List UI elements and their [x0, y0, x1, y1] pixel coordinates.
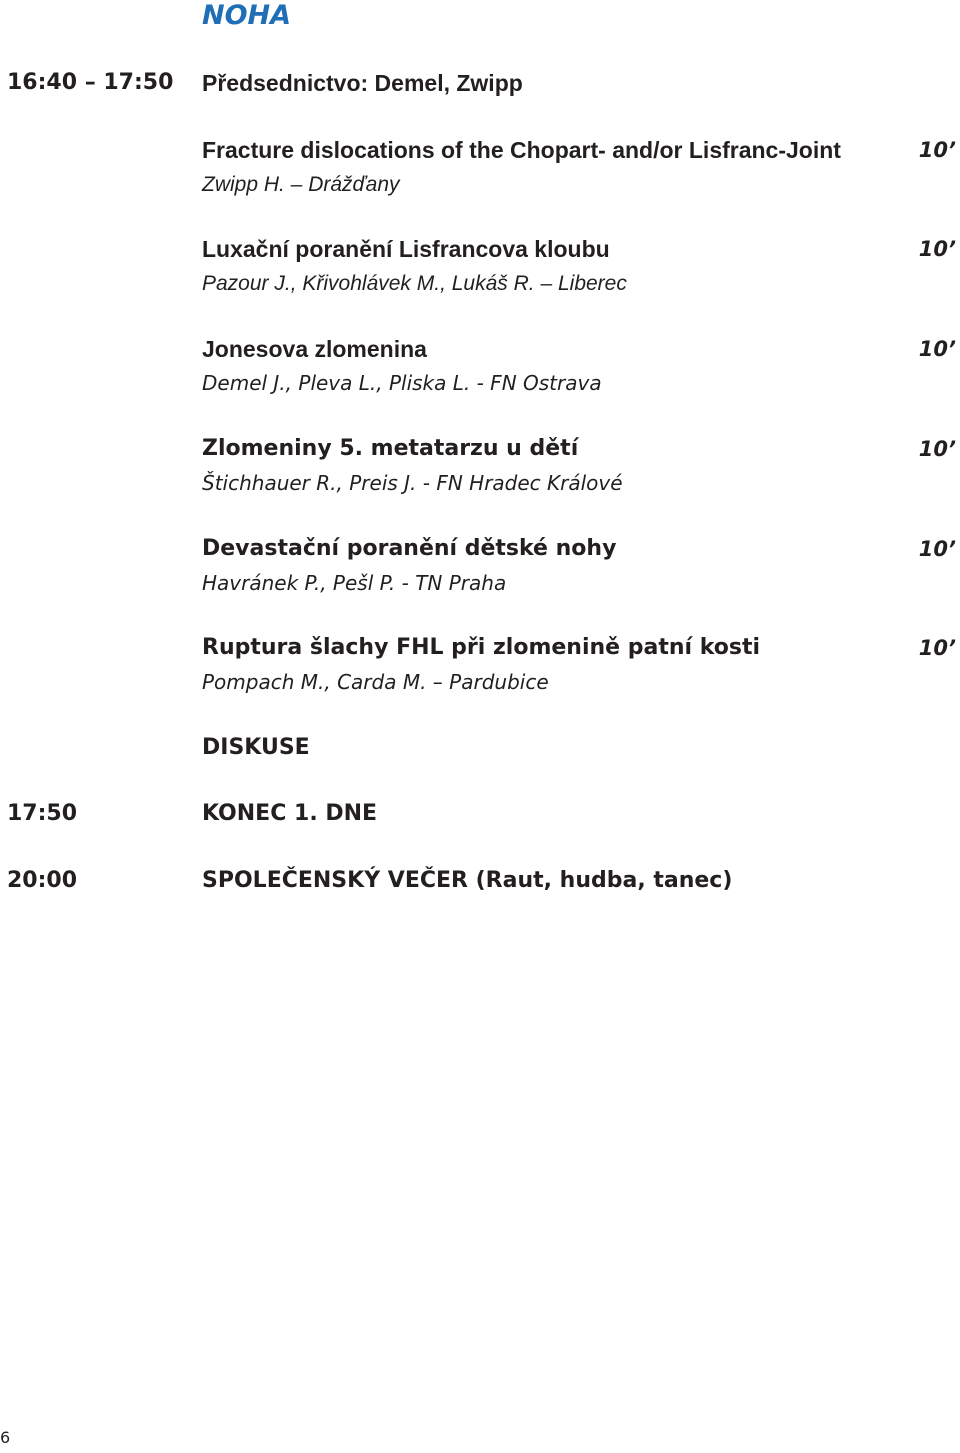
talk-title: Zlomeniny 5. metatarzu u dětí: [202, 436, 579, 461]
session-chairs: Předsednictvo: Demel, Zwipp: [202, 70, 523, 96]
talk-authors: Pompach M., Carda M. – Pardubice: [202, 670, 549, 694]
section-title: NOHA: [202, 0, 292, 31]
talk-title: Jonesova zlomenina: [202, 336, 427, 362]
talk-duration: 10’: [918, 337, 956, 361]
talk-duration: 10’: [918, 437, 956, 461]
talk-duration: 10’: [918, 537, 956, 561]
talk-authors: Pazour J., Křivohlávek M., Lukáš R. – Liberec: [202, 272, 627, 295]
talk-authors: Demel J., Pleva L., Pliska L. - FN Ostrava: [202, 371, 602, 395]
talk-duration: 10’: [918, 237, 956, 261]
talk-title: Fracture dislocations of the Chopart- and/or Lisfranc-Joint: [202, 137, 841, 163]
end-day-label: KONEC 1. DNE: [202, 801, 378, 826]
session-time: 16:40 – 17:50: [7, 70, 174, 95]
discussion-label: DISKUSE: [202, 735, 310, 760]
talk-duration: 10’: [918, 636, 956, 660]
talk-duration: 10’: [918, 138, 956, 162]
talk-title: Luxační poranění Lisfrancova kloubu: [202, 236, 610, 262]
evening-label: SPOLEČENSKÝ VEČER (Raut, hudba, tanec): [202, 868, 733, 893]
talk-authors: Zwipp H. – Drážďany: [202, 173, 400, 196]
talk-authors: Havránek P., Pešl P. - TN Praha: [202, 571, 507, 595]
end-day-time: 17:50: [7, 801, 78, 826]
evening-time: 20:00: [7, 868, 78, 893]
talk-title: Devastační poranění dětské nohy: [202, 536, 617, 561]
page-number: 6: [0, 1428, 11, 1447]
talk-authors: Štichhauer R., Preis J. - FN Hradec Králové: [202, 471, 623, 495]
talk-title: Ruptura šlachy FHL při zlomenině patní kosti: [202, 635, 761, 660]
